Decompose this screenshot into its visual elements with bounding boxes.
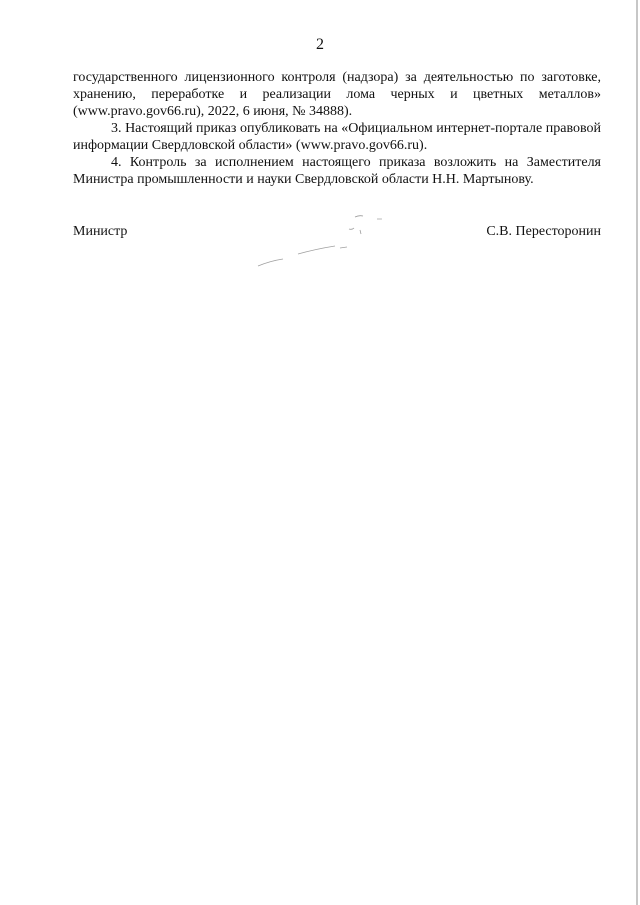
page-number: 2 — [316, 36, 324, 53]
scan-edge-line — [636, 0, 638, 905]
signer-name: С.В. Пересторонин — [486, 224, 601, 239]
signer-position: Министр — [73, 224, 128, 239]
paragraph-control: 4. Контроль за исполнением настоящего приказа возложить на Заместителя Министра промышленности и науки Свердловской области Н.Н. Мартынову. — [73, 155, 601, 187]
paragraph-publication: 3. Настоящий приказ опубликовать на «Официальном интернет-портале правовой информации Свердловской области» (www.pravo.gov66.ru). — [73, 121, 601, 153]
signature-block — [73, 223, 601, 243]
paragraph-continuation: государственного лицензионного контроля (надзора) за деятельностью по заготовке, хранению, переработке и реализации лома черных и цветных металлов» (www.pravo.gov66.ru), 2022, 6 июня, № 34888). — [73, 70, 601, 119]
document-body — [73, 69, 601, 188]
